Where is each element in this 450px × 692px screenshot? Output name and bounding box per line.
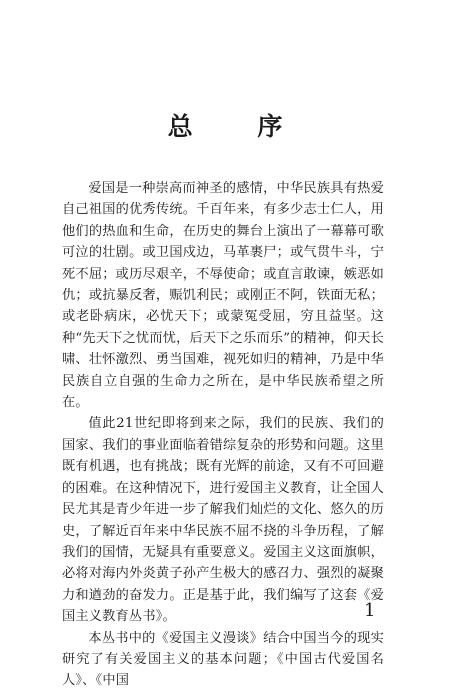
page-number: 1 bbox=[364, 600, 376, 621]
paragraph-3: 本丛书中的《爱国主义漫谈》结合中国当今的现实研究了有关爱国主义的基本问题；《中国古代爱国名人》、《中国 bbox=[62, 630, 384, 689]
page-title: 总 序 bbox=[167, 112, 311, 141]
paragraph-1: 爱国是一种崇高而神圣的感情，中华民族具有热爱自己祖国的优秀传统。千百年来，有多少志士仁人，用他们的热血和生命，在历史的舞台上演出了一幕幕可歌可泣的壮剧。或卫国戍边，马革裹尸；或气贯牛斗，宁死不屈；或历尽艰辛，不辱使命；或直言敢谏，嫉恶如仇；或抗暴反奢，赈饥利民；或刚正不阿，铁面无私；或老卧病床，必忧天下；或蒙冤受屈，穷且益坚。这种“先天下之忧而忧，后天下之乐而乐”的精神，仰天长啸、壮怀激烈、勇当国难，视死如归的精神，乃是中华民族自立自强的生命力之所在，是中华民族希望之所在。 bbox=[62, 181, 384, 411]
paragraph-2: 值此21世纪即将到来之际，我们的民族、我们的国家、我们的事业面临着错综复杂的形势和问题。这里既有机遇，也有挑战；既有光辉的前途，又有不可回避的困难。在这种情况下，进行爱国主义教育，让全国人民尤其是青少年进一步了解我们灿烂的文化、悠久的历史，了解近百年来中华民族不屈不挠的斗争历程，了解我们的国情，无疑具有重要意义。爱国主义这面旗帜，必将对海内外炎黄子孙产生极大的感召力、强烈的凝聚力和遒劲的奋发力。正是基于此，我们编写了这套《爱国主义教育丛书》。 bbox=[62, 416, 384, 625]
body-text bbox=[62, 178, 384, 692]
